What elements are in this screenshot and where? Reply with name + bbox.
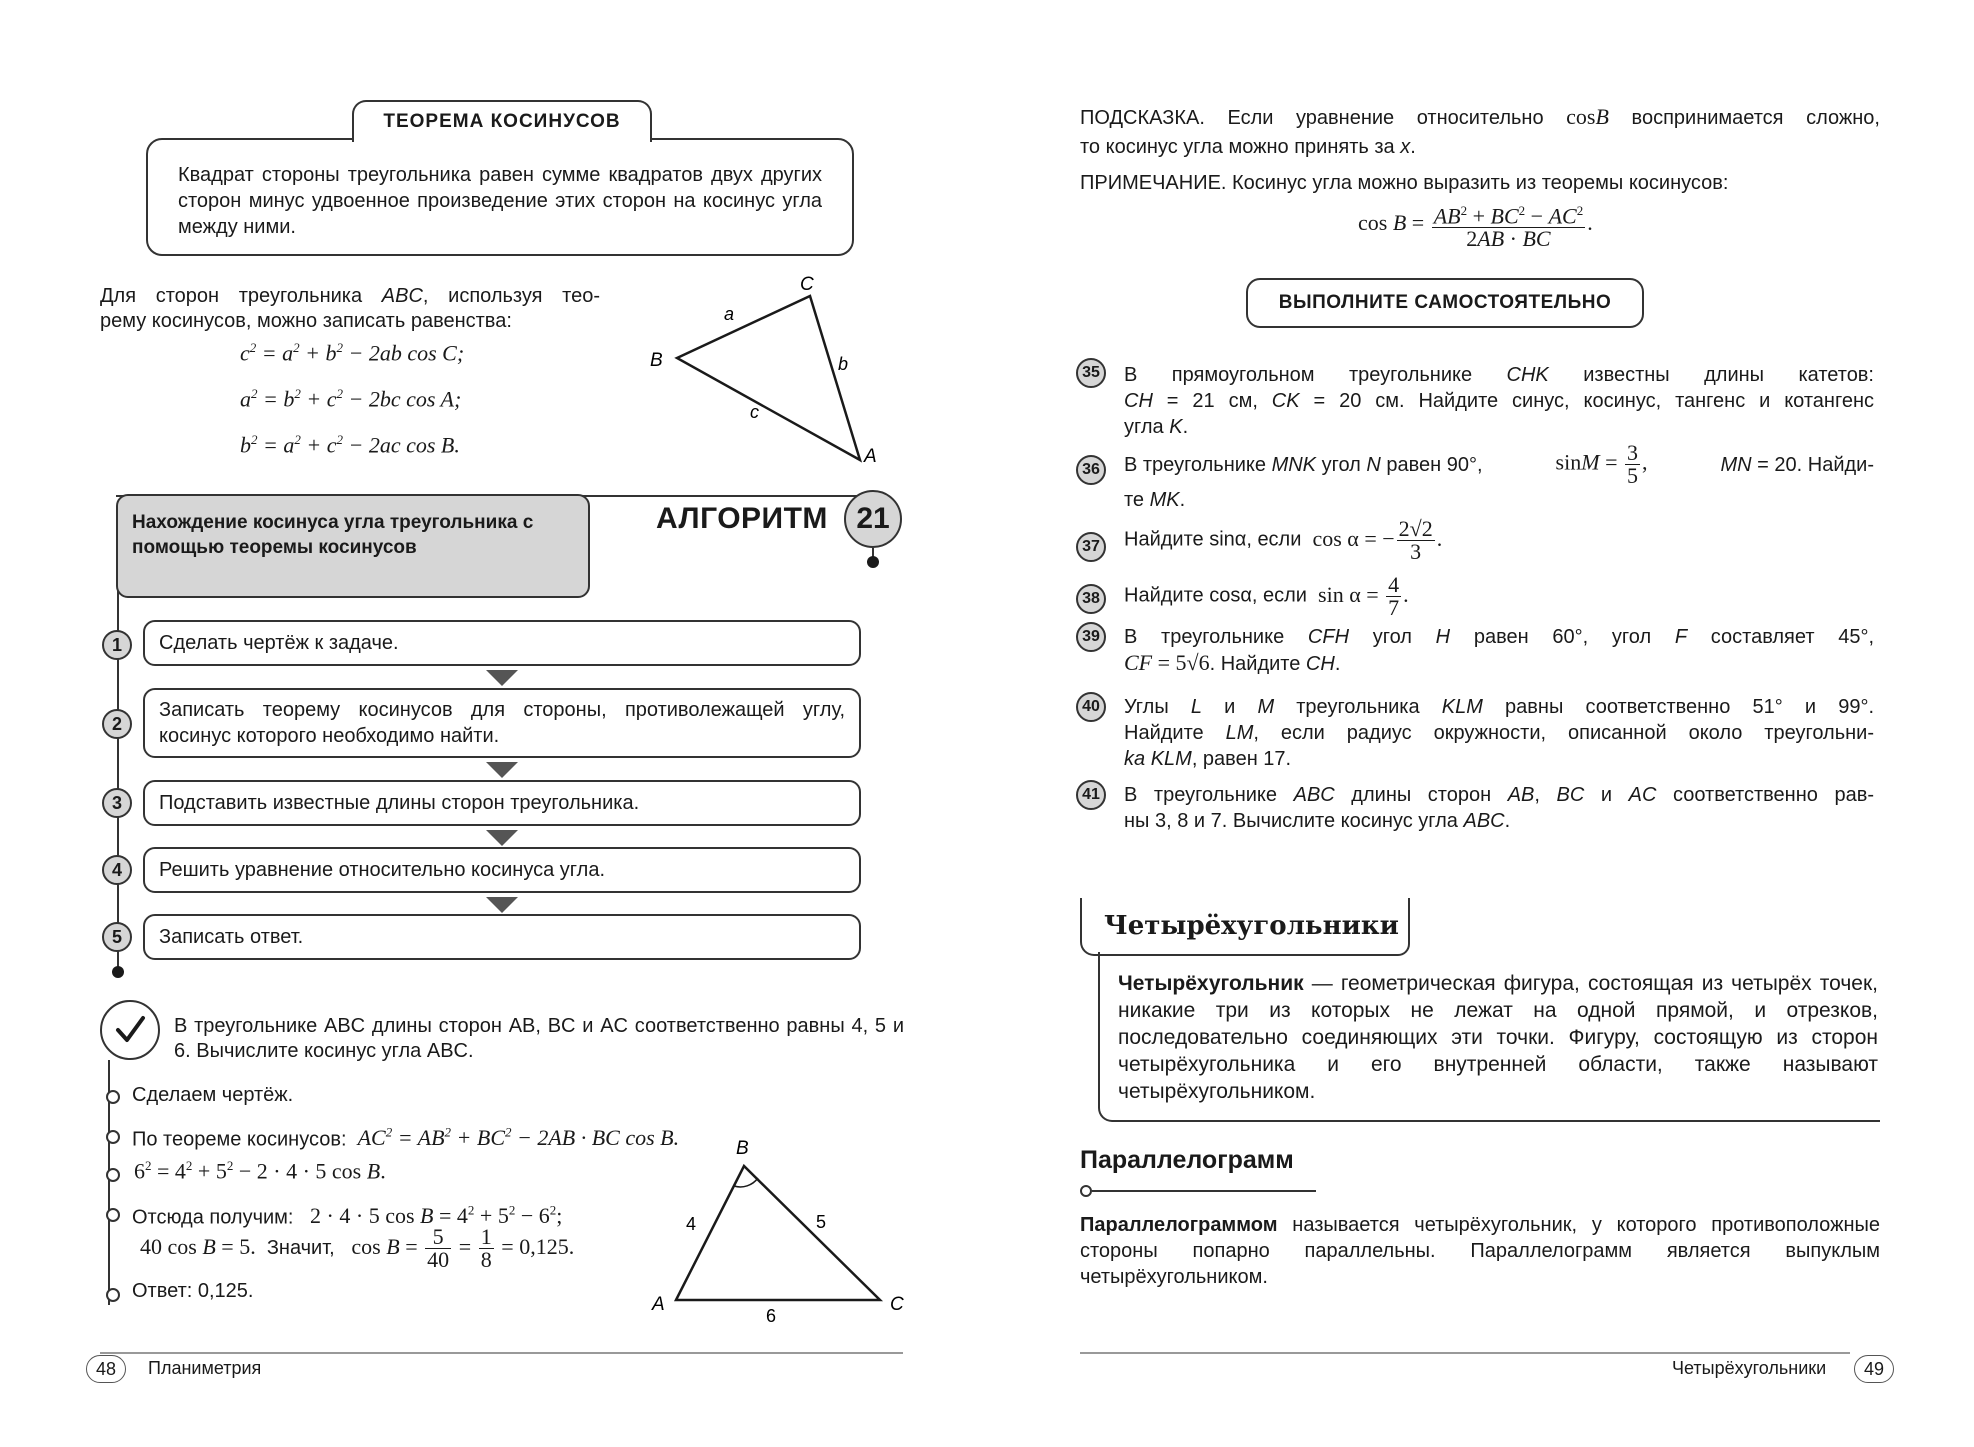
note-text: ПРИМЕЧАНИЕ. Косинус угла можно выразить из теоремы косинусов: — [1080, 172, 1729, 194]
example-step-4: Отсюда получим: 2 · 4 · 5 $\cos B = 4^2 + 5^2 - 6^2$; — [132, 1203, 563, 1229]
right-footer-title: Четырёхугольники — [1672, 1358, 1827, 1378]
subsection-rule — [1092, 1190, 1316, 1192]
example-bullet-1 — [106, 1090, 120, 1104]
theorem-box — [146, 138, 854, 256]
hint-line-1: ПОДСКАЗКА. Если уравнение относительно cosB воспринимается сложно, — [1080, 104, 1880, 129]
example-step-1: Сделаем чертёж. — [132, 1084, 294, 1106]
example-bullet-2 — [106, 1130, 120, 1144]
algorithm-label: АЛГОРИТМ — [656, 502, 828, 535]
task-40-text: Углы L и M треугольника KLM равны соответственно 51° и 99°. Найдите LM, если радиус окружности, описанной около треугольни- ka KLM, равен 17. — [1124, 696, 1875, 770]
task-41-number: 41 — [1076, 780, 1106, 810]
task-38-text: Найдите cosα, если sin α = $\frac{4}{7}$ . — [1124, 572, 1409, 620]
triangle-2-label-a: A — [652, 1294, 665, 1315]
algorithm-spine-end — [112, 966, 124, 978]
task-35-number: 35 — [1076, 358, 1106, 388]
task-37-text: Найдите sinα, если cos α = − $\frac{2√2}{3}$ . — [1124, 516, 1443, 564]
example-problem: В треугольнике ABC длины сторон AB, BC и AC соответственно равны 4, 5 и 6. Вычислите косинус угла ABC. — [174, 1015, 904, 1062]
triangle-1-side-a: a — [724, 304, 735, 324]
task-37-number: 37 — [1076, 532, 1106, 562]
algorithm-badge-dot — [867, 556, 879, 568]
task-40-number: 40 — [1076, 692, 1106, 722]
example-step-3: $6^2 = 4^2 + 5^2 - 2 \cdot 4 \cdot 5$ cos B. — [134, 1158, 386, 1184]
step-1-box — [143, 620, 861, 666]
example-bullet-4 — [106, 1208, 120, 1222]
triangle-1-side-c: c — [750, 402, 759, 422]
step-2-box — [143, 688, 861, 758]
algorithm-spine — [117, 540, 119, 970]
right-footer-rule — [1080, 1352, 1850, 1354]
step-2-text: Записать теорему косинусов для стороны, противолежащей углу, косинус которого необходимо найти. — [159, 699, 845, 747]
step-1-number: 1 — [102, 630, 132, 660]
formula-b-squared: $b^2 = a^2 + c^2 - 2ac$ cos B. — [240, 432, 460, 458]
triangle-1-label-b-vertex: B — [650, 350, 663, 371]
step-5-text: Записать ответ. — [159, 926, 304, 948]
intro-line-2: рему косинусов, можно записать равенства: — [100, 310, 512, 332]
triangle-1-shape — [677, 296, 860, 460]
step-4-text: Решить уравнение относительно косинуса угла. — [159, 859, 606, 881]
task-39-number: 39 — [1076, 622, 1106, 652]
step-1-text: Сделать чертёж к задаче. — [159, 632, 399, 654]
intro-line-1: Для сторон треугольника ABC, используя тео- — [100, 285, 600, 307]
triangle-abc-diagram — [640, 270, 890, 470]
algorithm-card-title: Нахождение косинуса угла треугольника с помощью теоремы косинусов — [132, 512, 534, 558]
step-2-number: 2 — [102, 709, 132, 739]
task-35-text: В прямоугольном треугольнике CHK известны длины катетов: CH = 21 см, CK = 20 см. Найдите синус, косинус, тангенс и котангенс угла K. — [1124, 364, 1874, 438]
triangle-2-side-ab: 4 — [686, 1214, 697, 1234]
task-38-number: 38 — [1076, 584, 1106, 614]
task-36-number: 36 — [1076, 455, 1106, 485]
step-arrow-1 — [486, 670, 518, 686]
definition-box — [1098, 952, 1880, 1122]
task-36-text: В треугольнике MNK угол N равен 90°, sinM = $\frac{3}{5}$ , MN = 20. Найди- те MK. — [1124, 440, 1874, 511]
step-arrow-3 — [486, 830, 518, 846]
section-title: Четырёхугольники — [1080, 898, 1410, 956]
algorithm-card — [116, 494, 590, 598]
example-step-2: По теореме косинусов: $AC^2 = AB^2 + BC^2 - 2AB$ · BC cos B. — [132, 1125, 680, 1151]
triangle-2-label-b: B — [736, 1138, 749, 1159]
step-5-box — [143, 914, 861, 960]
step-4-box — [143, 847, 861, 893]
theorem-text: Квадрат стороны треугольника равен сумме квадратов двух других сторон минус удвоенное произведение этих сторон на косинус угла между ними. — [178, 164, 822, 238]
triangle-example-diagram — [640, 1130, 920, 1330]
task-39-text: В треугольнике CFH угол H равен 60°, угол F составляет 45°, CF = 5√6. Найдите CH. — [1124, 626, 1874, 675]
left-page-number: 48 — [86, 1355, 126, 1383]
left-footer-rule — [100, 1352, 903, 1354]
step-5-number: 5 — [102, 922, 132, 952]
example-bullet-3 — [106, 1168, 120, 1182]
formula-a-squared: $a^2 = b^2 + c^2 - 2bc$ cos A; — [240, 386, 462, 412]
hint-line-2: то косинус угла можно принять за x. — [1080, 136, 1416, 158]
algorithm-number-badge: 21 — [844, 490, 902, 548]
example-answer: Ответ: 0,125. — [132, 1280, 254, 1302]
triangle-1-label-c-vertex: C — [800, 274, 814, 295]
formula-c-squared: $c^2 = a^2 + b^2 - 2ab$ cos C; — [240, 340, 465, 366]
subsection-title: Параллелограмм — [1080, 1146, 1294, 1174]
left-footer-title: Планиметрия — [148, 1358, 262, 1378]
triangle-2-shape — [676, 1166, 880, 1300]
triangle-2-side-bc: 5 — [816, 1212, 827, 1232]
parallelogram-definition: Параллелограммом называется четырёхугольник, у которого противоположные стороны попарно параллельны. Параллелограмм является выпуклым четырёхугольником. — [1080, 1214, 1881, 1288]
self-work-heading: ВЫПОЛНИТЕ САМОСТОЯТЕЛЬНО — [1246, 278, 1644, 328]
subsection-bullet — [1080, 1185, 1092, 1197]
cos-formula: cos B = $\frac{AB^2 + BC^2 - AC^2}{2AB \cdot BC}$ . — [1358, 200, 1593, 250]
step-4-number: 4 — [102, 855, 132, 885]
step-arrow-2 — [486, 762, 518, 778]
triangle-2-label-c: C — [890, 1294, 904, 1315]
example-bullet-5 — [106, 1288, 120, 1302]
step-3-number: 3 — [102, 788, 132, 818]
definition-text: Четырёхугольник — геометрическая фигура, состоящая из четырёх точек, никакие три из которых не лежат на одной прямой, и отрезков, последовательно соединяющих эти точки. Фигуру, состоящую из сторон четырёхугольника и его внутренней области, также называют четырёхугольником. — [1118, 972, 1878, 1103]
step-arrow-4 — [486, 897, 518, 913]
step-3-text: Подставить известные длины сторон треугольника. — [159, 792, 640, 814]
triangle-1-label-a-vertex: A — [864, 446, 877, 467]
triangle-1-side-b: b — [838, 354, 849, 374]
step-3-box — [143, 780, 861, 826]
example-step-5: 40 cos B = 5. Значит, cos B = $\frac{5}{40}$ = $\frac{1}{8}$ = 0,125. — [140, 1224, 575, 1272]
checkmark-icon — [100, 1000, 160, 1060]
task-41-text: В треугольнике ABC длины сторон AB, BC и AC соответственно рав- ны 3, 8 и 7. Вычислите косинус угла ABC. — [1124, 784, 1874, 832]
theorem-title: ТЕОРЕМА КОСИНУСОВ — [352, 100, 652, 142]
triangle-2-side-ac: 6 — [766, 1306, 777, 1326]
right-page-number: 49 — [1854, 1355, 1894, 1383]
